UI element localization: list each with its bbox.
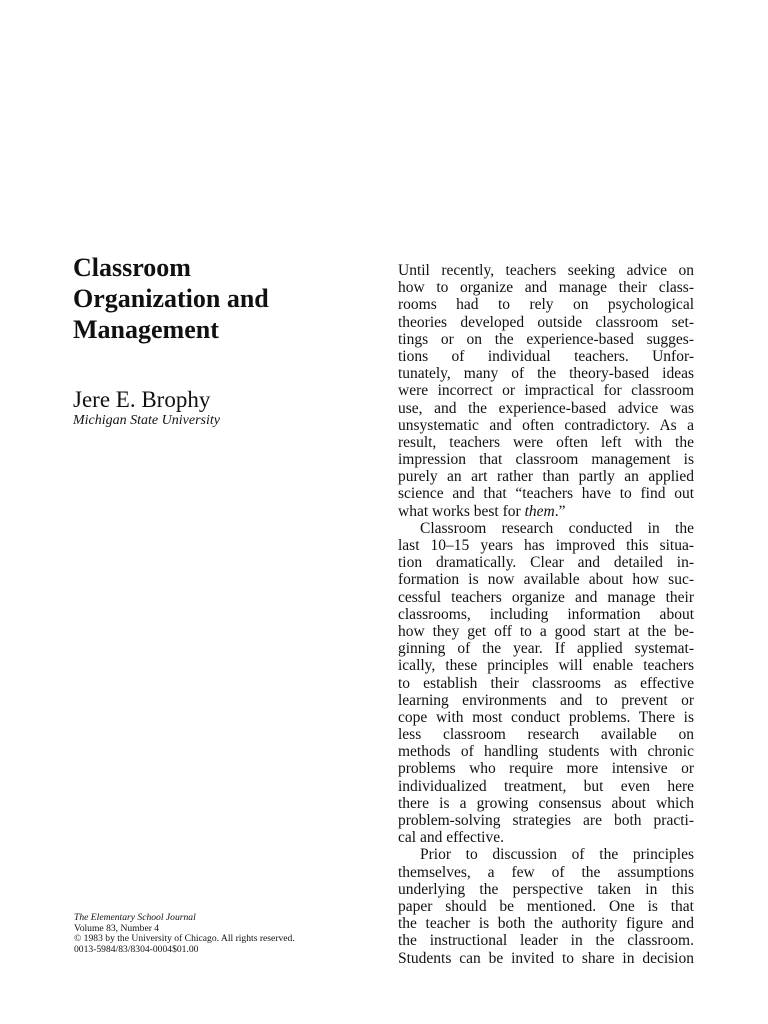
body-line: formation is now available about how suc- bbox=[398, 571, 694, 589]
body-line: impression that classroom management is bbox=[398, 451, 694, 469]
body-line: there is a growing consensus about which bbox=[398, 794, 694, 812]
author-affiliation: Michigan State University bbox=[73, 413, 220, 428]
body-line: unsystematic and often contradictory. As a bbox=[398, 416, 694, 434]
copyright-line: © 1983 by the University of Chicago. All rights reserved. bbox=[74, 933, 295, 944]
body-line: how to organize and manage their class- bbox=[398, 279, 694, 297]
body-line: paper should be mentioned. One is that bbox=[398, 897, 694, 915]
emphasis-word: them bbox=[524, 502, 555, 520]
body-line: tion dramatically. Clear and detailed in- bbox=[398, 554, 694, 572]
body-line: tings or on the experience-based sugges- bbox=[398, 330, 694, 348]
body-line: theories developed outside classroom set- bbox=[398, 313, 694, 331]
body-line-last-of-paragraph bbox=[398, 503, 694, 520]
body-line: Until recently, teachers seeking advice on bbox=[398, 262, 694, 279]
body-line: the instructional leader in the classroom. bbox=[398, 932, 694, 950]
body-column bbox=[398, 262, 694, 967]
body-line: Students can be invited to share in decision bbox=[398, 949, 694, 967]
body-line: less classroom research available on bbox=[398, 726, 694, 744]
article-title bbox=[73, 252, 373, 345]
body-line-last-of-paragraph: cal and effective. bbox=[398, 829, 504, 847]
author-name: Jere E. Brophy bbox=[73, 387, 211, 412]
body-line: purely an art rather than partly an applied bbox=[398, 468, 694, 486]
body-line: ginning of the year. If applied systemat- bbox=[398, 640, 694, 658]
body-line: methods of handling students with chronic bbox=[398, 743, 694, 761]
body-line: classrooms, including information about bbox=[398, 605, 694, 623]
body-line: cope with most conduct problems. There is bbox=[398, 708, 694, 726]
body-line: use, and the experience-based advice was bbox=[398, 399, 694, 417]
body-line: problems who require more intensive or bbox=[398, 760, 694, 778]
body-line: rooms had to rely on psychological bbox=[398, 296, 694, 314]
body-line: learning environments and to prevent or bbox=[398, 691, 694, 709]
body-line: last 10–15 years has improved this situa- bbox=[398, 537, 694, 554]
journal-name: The Elementary School Journal bbox=[74, 912, 196, 923]
body-line-text: what works best for bbox=[398, 502, 525, 520]
body-line: tunately, many of the theory-based ideas bbox=[398, 365, 694, 383]
body-line: science and that “teachers have to find out bbox=[398, 485, 694, 503]
body-line: ically, these principles will enable teachers bbox=[398, 657, 694, 675]
body-line: underlying the perspective taken in this bbox=[398, 880, 694, 898]
body-line: individualized treatment, but even here bbox=[398, 777, 694, 795]
body-line: tions of individual teachers. Unfor- bbox=[398, 347, 694, 365]
title-line: Management bbox=[73, 315, 219, 344]
body-line-paragraph-start: Classroom research conducted in the bbox=[420, 519, 694, 537]
body-line-paragraph-start: Prior to discussion of the principles bbox=[420, 846, 694, 864]
body-line: were incorrect or impractical for classroom bbox=[398, 382, 694, 400]
article-code: 0013-5984/83/8304-0004$01.00 bbox=[74, 943, 199, 955]
closing-punctuation: .” bbox=[554, 502, 566, 520]
body-line: the teacher is both the authority figure and bbox=[398, 915, 694, 933]
body-line: cessful teachers organize and manage their bbox=[398, 588, 694, 606]
title-line: Classroom bbox=[73, 253, 191, 282]
body-line: result, teachers were often left with the bbox=[398, 433, 694, 451]
body-line: how they get off to a good start at the be- bbox=[398, 622, 694, 640]
title-line: Organization and bbox=[73, 284, 269, 313]
journal-volume: Volume 83, Number 4 bbox=[74, 922, 160, 934]
body-line: themselves, a few of the assumptions bbox=[398, 863, 694, 881]
journal-footer bbox=[74, 913, 374, 955]
body-line: problem-solving strategies are both practi- bbox=[398, 812, 694, 829]
body-line: to establish their classrooms as effective bbox=[398, 674, 694, 692]
